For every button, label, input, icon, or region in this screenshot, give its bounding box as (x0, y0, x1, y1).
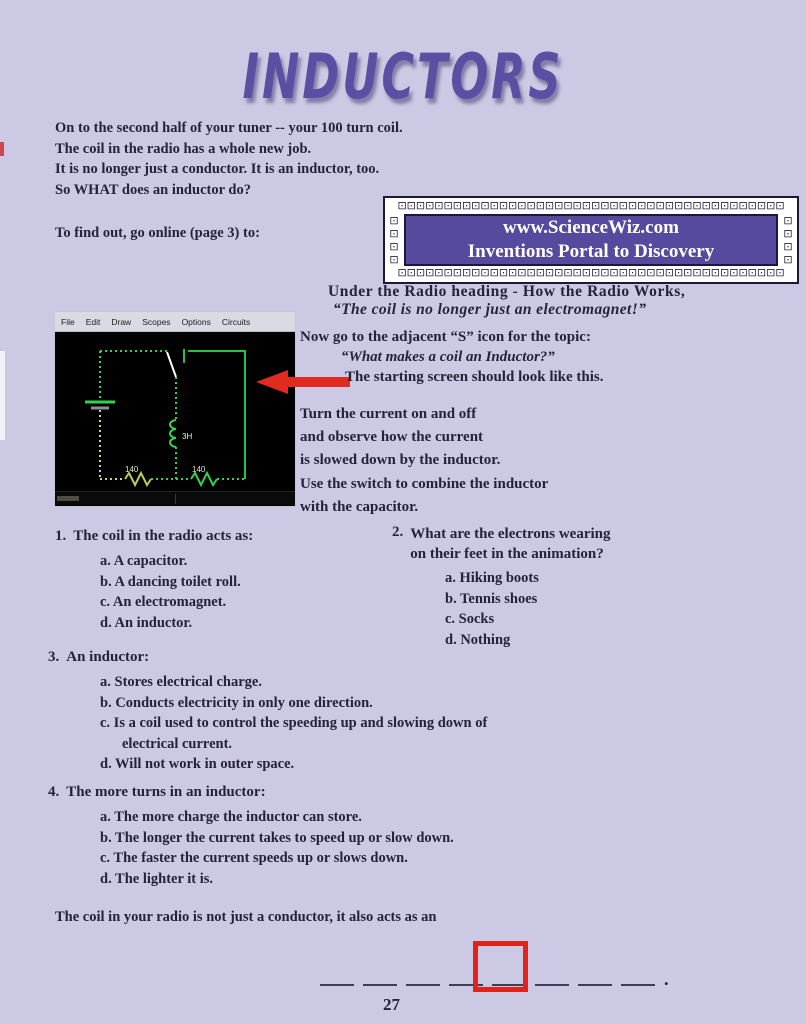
scan-edge-artifact (0, 351, 5, 440)
question-prompt (410, 524, 610, 564)
answer-blank (363, 962, 397, 986)
question-4-options (100, 807, 454, 889)
answer-option: b. The longer the current takes to speed up or slow down. (100, 829, 454, 846)
resistor-value-label-left: 140 (125, 465, 139, 474)
menu-item: Circuits (221, 316, 251, 327)
question-number: 1. (55, 528, 67, 544)
answer-option: d. Will not work in outer space. (100, 756, 295, 773)
greek-key-border-left (387, 214, 401, 266)
menu-item: Draw (111, 316, 132, 327)
page-title: INDUCTORS (242, 40, 564, 113)
question-prompt: The more turns in an inductor: (66, 784, 266, 800)
simulator-statusbar (55, 491, 295, 505)
answer-option: a. The more charge the inductor can store. (100, 809, 362, 825)
inductor-value-label: 3H (182, 432, 193, 441)
observe-line: Use the switch to combine the inductor (300, 475, 549, 492)
resistor-value-label-right: 140 (192, 465, 206, 474)
answer-option: c. The faster the current speeds up or slows down. (100, 850, 408, 867)
question-prompt-line: What are the electrons wearing (410, 526, 611, 542)
observe-line: with the capacitor. (300, 498, 419, 515)
answer-option: a. Stores electrical charge. (100, 674, 262, 690)
scan-edge-artifact (0, 142, 4, 156)
under-heading-quote: “The coil is no longer just an electromagnet!” (333, 301, 647, 318)
intro-line: The coil in the radio has a whole new job. (55, 140, 312, 157)
question-1-options (100, 551, 241, 633)
greek-key-border-right (781, 214, 795, 266)
sciencewiz-box (404, 214, 778, 266)
intro-line: On to the second half of your tuner -- your 100 turn coil. (55, 120, 403, 136)
observe-line: is slowed down by the inductor. (300, 452, 501, 469)
under-heading-line: Under the Radio heading - How the Radio Works, (328, 283, 686, 300)
page-number: 27 (383, 995, 400, 1014)
answer-option: c. Socks (445, 611, 495, 628)
circuit-simulator-screenshot (55, 312, 295, 506)
answer-option: a. A capacitor. (100, 553, 188, 569)
question-3-heading (48, 649, 149, 666)
question-prompt: The coil in the radio acts as: (73, 528, 254, 544)
instruction-line-1: Now go to the adjacent “S” icon for the topic: (300, 329, 591, 345)
answer-blank (406, 962, 440, 986)
answer-blank (621, 962, 655, 986)
highlighted-answer-box (473, 941, 528, 992)
question-number: 2. (392, 524, 404, 540)
menu-item: Scopes (142, 316, 171, 327)
instruction-line-3: The starting screen should look like this. (345, 369, 604, 385)
intro-paragraph (55, 118, 403, 200)
question-2-heading (392, 524, 611, 564)
answer-blank (535, 962, 569, 986)
menu-item: Edit (85, 316, 101, 327)
answer-option: b. Conducts electricity in only one direction. (100, 694, 373, 711)
instruction-topic-quote: “What makes a coil an Inductor?” (341, 349, 555, 365)
answer-option: b. Tennis shoes (445, 590, 538, 607)
question-4-heading (48, 784, 266, 801)
intro-line: So WHAT does an inductor do? (55, 181, 251, 198)
circuit-diagram (55, 332, 295, 491)
menu-item: File (61, 316, 75, 327)
go-online-line: To find out, go online (page 3) to: (55, 225, 260, 241)
answer-blank (320, 962, 354, 986)
answer-option: a. Hiking boots (445, 570, 539, 586)
sciencewiz-banner (383, 196, 799, 284)
answer-option: b. A dancing toilet roll. (100, 573, 241, 590)
question-2-options (445, 568, 539, 650)
sciencewiz-url: www.ScienceWiz.com (503, 217, 679, 238)
closing-sentence: The coil in your radio is not just a conductor, it also acts as an (55, 909, 437, 925)
answer-blank (578, 962, 612, 986)
sciencewiz-portal-label: Inventions Portal to Discovery (467, 241, 715, 262)
observe-paragraph (300, 403, 548, 519)
observe-line: Turn the current on and off (300, 406, 477, 422)
question-1-heading (55, 528, 253, 545)
observe-line: and observe how the current (300, 429, 484, 446)
question-3-options (100, 672, 506, 775)
answer-option: c. An electromagnet. (100, 594, 227, 611)
menu-item: Options (181, 316, 211, 327)
question-number: 3. (48, 649, 60, 665)
greek-key-border-top (387, 199, 795, 214)
answer-option: d. The lighter it is. (100, 870, 214, 887)
answer-option: d. An inductor. (100, 614, 193, 631)
red-arrow-icon (256, 368, 350, 396)
intro-line: It is no longer just a conductor. It is an inductor, too. (55, 161, 380, 177)
question-prompt: An inductor: (66, 649, 150, 665)
simulator-menubar (55, 312, 295, 332)
sentence-period: . (664, 969, 669, 989)
answer-option: c. Is a coil used to control the speeding up and slowing down of electrical current. (100, 715, 488, 752)
question-prompt-line: on their feet in the animation? (410, 546, 604, 562)
question-number: 4. (48, 784, 60, 800)
answer-option: d. Nothing (445, 631, 511, 648)
greek-key-border-bottom (387, 266, 795, 281)
